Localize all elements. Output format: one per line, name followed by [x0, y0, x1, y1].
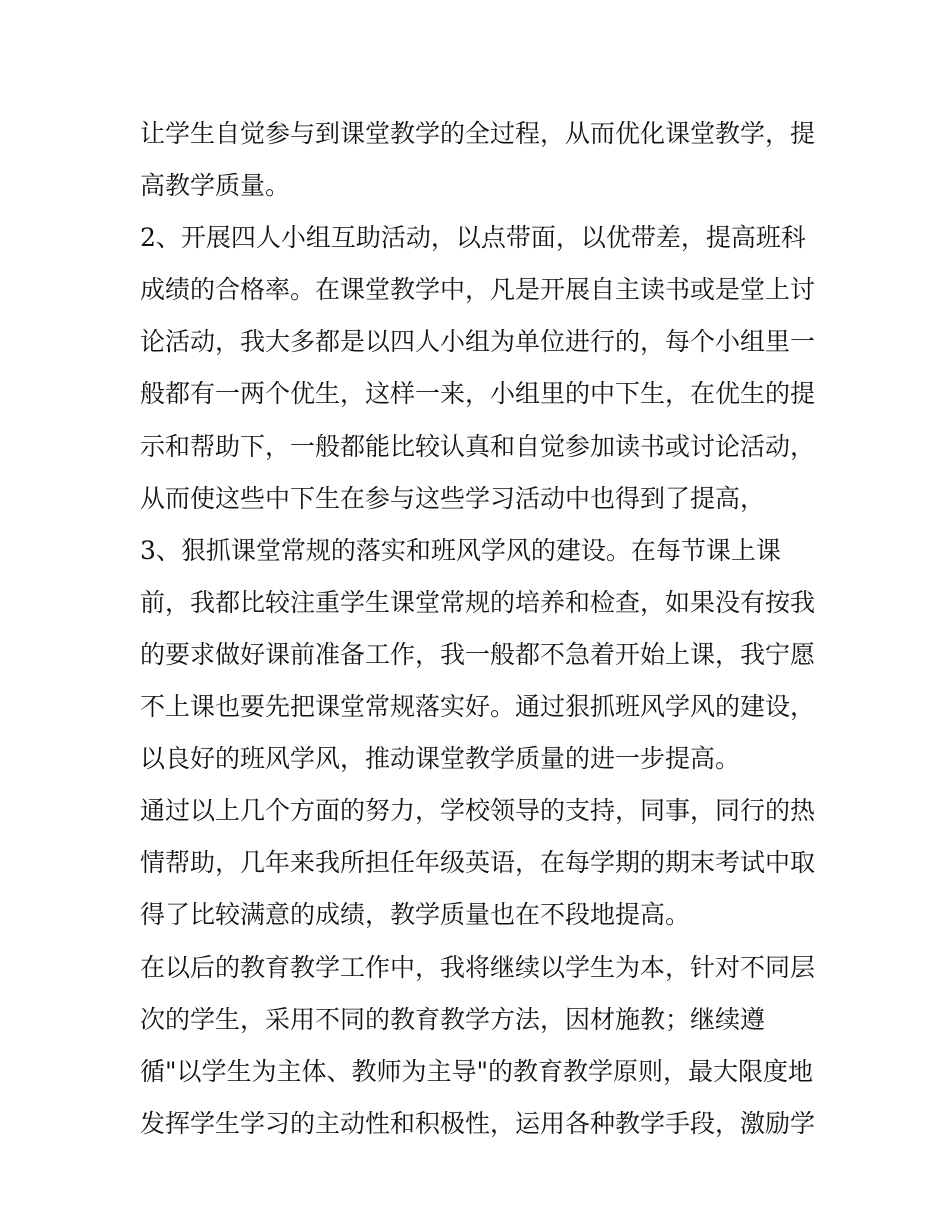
text-line: 前，我都比较注重学生课堂常规的培养和检查，如果没有按我 [140, 587, 816, 617]
text-line: 循"以学生为主体、教师为主导"的教育教学原则，最大限度地 [140, 1056, 814, 1086]
text-line: 得了比较满意的成绩，教学质量也在不段地提高。 [140, 900, 691, 930]
text-line: 让学生自觉参与到课堂教学的全过程，从而优化课堂教学，提 [140, 119, 816, 148]
text-line: 从而使这些中下生在参与这些学习活动中也得到了提高， [140, 483, 766, 513]
text-line: 次的学生，采用不同的教育教学方法，因材施教；继续遵 [140, 1004, 766, 1034]
text-line: 通过以上几个方面的努力，学校领导的支持，同事，同行的热 [140, 796, 816, 826]
document-body-text [140, 108, 820, 1150]
text-line: 情帮助，几年来我所担任年级英语，在每学期的期末考试中取 [140, 848, 816, 878]
text-line: 不上课也要先把课堂常规落实好。通过狠抓班风学风的建设， [140, 692, 816, 722]
text-line: 的要求做好课前准备工作，我一般都不急着开始上课，我宁愿 [140, 639, 816, 669]
text-line: 论活动，我大多都是以四人小组为单位进行的，每个小组里一 [140, 327, 816, 357]
text-line: 3、狠抓课堂常规的落实和班风学风的建设。在每节课上课 [140, 535, 781, 565]
text-line: 发挥学生学习的主动性和积极性，运用各种教学手段，激励学 [140, 1108, 816, 1138]
text-line: 成绩的合格率。在课堂教学中，凡是开展自主读书或是堂上讨 [140, 275, 816, 305]
text-line: 2、开展四人小组互助活动，以点带面，以优带差，提高班科 [140, 223, 806, 253]
text-line: 以良好的班风学风，推动课堂教学质量的进一步提高。 [140, 744, 741, 774]
text-line: 高教学质量。 [140, 171, 291, 201]
text-line: 在以后的教育教学工作中，我将继续以学生为本，针对不同层 [140, 952, 816, 982]
text-line: 示和帮助下，一般都能比较认真和自觉参加读书或讨论活动， [140, 431, 816, 461]
text-line: 般都有一两个优生，这样一来，小组里的中下生，在优生的提 [140, 379, 816, 409]
